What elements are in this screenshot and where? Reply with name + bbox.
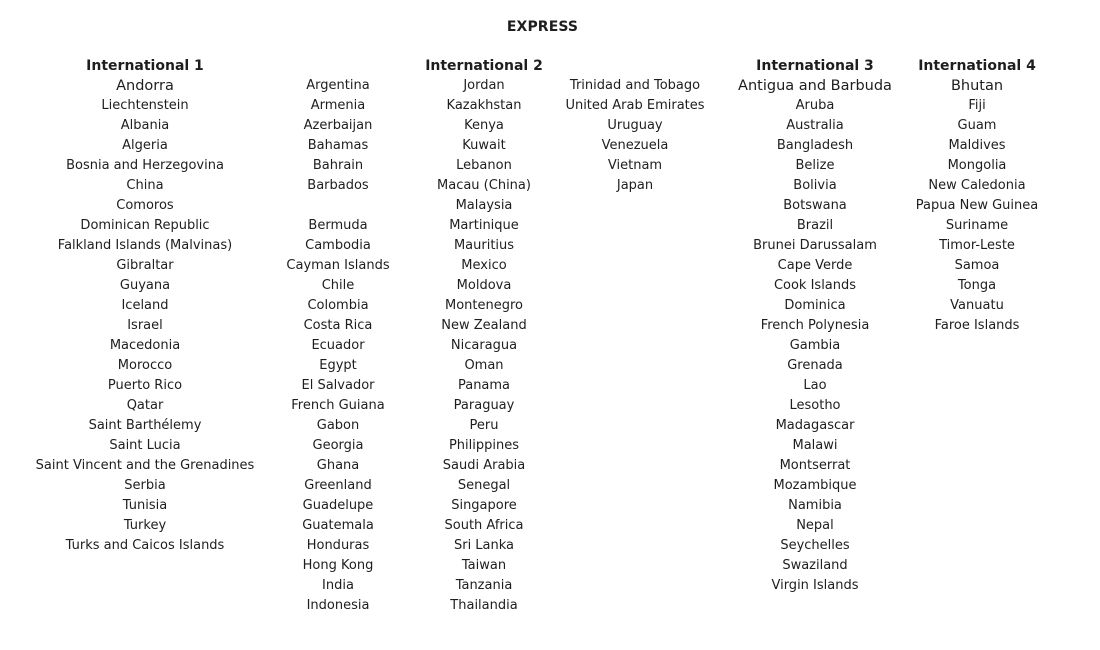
country-item: Montserrat xyxy=(779,458,851,473)
country-item: Panama xyxy=(457,378,511,393)
country-item: Papua New Guinea xyxy=(915,198,1039,213)
country-item: Morocco xyxy=(117,358,173,373)
country-item: Bahrain xyxy=(312,158,364,173)
country-item: Honduras xyxy=(306,538,370,553)
country-item: Serbia xyxy=(124,478,166,493)
country-item: Bolivia xyxy=(793,178,837,193)
country-item: Bhutan xyxy=(950,78,1004,94)
country-item: Australia xyxy=(786,118,844,133)
country-item: Liechtenstein xyxy=(101,98,189,113)
country-list xyxy=(425,76,543,616)
country-item: Ecuador xyxy=(311,338,365,353)
country-item: Guatemala xyxy=(302,518,374,533)
country-item: Tanzania xyxy=(455,578,513,593)
country-item: Moldova xyxy=(456,278,512,293)
country-item: Tonga xyxy=(957,278,997,293)
country-item: Malaysia xyxy=(455,198,513,213)
country-item: Georgia xyxy=(312,438,364,453)
country-item: Kuwait xyxy=(462,138,506,153)
country-item: Timor-Leste xyxy=(939,238,1015,253)
country-item: Nicaragua xyxy=(450,338,518,353)
country-item: Israel xyxy=(127,318,163,333)
country-item: Mozambique xyxy=(773,478,857,493)
country-item: New Zealand xyxy=(441,318,527,333)
country-item: Sri Lanka xyxy=(453,538,515,553)
column-international-2-continued xyxy=(565,56,704,196)
country-list xyxy=(565,76,704,196)
country-item: Indonesia xyxy=(306,598,370,613)
country-item: Turks and Caicos Islands xyxy=(65,538,225,553)
country-item: Puerto Rico xyxy=(107,378,183,393)
country-item: Iceland xyxy=(121,298,169,313)
country-item: Fiji xyxy=(968,98,986,113)
country-item: Guadelupe xyxy=(302,498,374,513)
country-item: Greenland xyxy=(304,478,372,493)
country-item: Cook Islands xyxy=(773,278,857,293)
country-item: Lesotho xyxy=(789,398,841,413)
country-item: Guyana xyxy=(119,278,171,293)
country-item: Vanuatu xyxy=(950,298,1004,313)
country-item: Montenegro xyxy=(444,298,523,313)
column-heading: International 2 xyxy=(425,58,543,74)
country-item: Antigua and Barbuda xyxy=(738,78,892,94)
country-item: Seychelles xyxy=(780,538,850,553)
country-item: Cayman Islands xyxy=(286,258,390,273)
country-item: Botswana xyxy=(783,198,847,213)
column-heading: International 3 xyxy=(756,58,874,74)
country-item: Costa Rica xyxy=(303,318,373,333)
country-item: Barbados xyxy=(307,178,369,193)
country-item: Vietnam xyxy=(607,158,663,173)
country-item: Falkland Islands (Malvinas) xyxy=(57,238,233,253)
country-item: Colombia xyxy=(307,298,369,313)
column-heading: International 1 xyxy=(86,58,204,74)
country-item: Philippines xyxy=(448,438,520,453)
country-item: Bahamas xyxy=(307,138,369,153)
country-item: Nepal xyxy=(796,518,834,533)
country-item: Gabon xyxy=(316,418,360,433)
country-item: Bosnia and Herzegovina xyxy=(66,158,224,173)
country-item: South Africa xyxy=(444,518,524,533)
country-item: United Arab Emirates xyxy=(565,98,705,113)
country-item: Singapore xyxy=(451,498,517,513)
country-item: Brunei Darussalam xyxy=(753,238,877,253)
country-item: Saudi Arabia xyxy=(442,458,526,473)
country-item: Andorra xyxy=(116,78,174,94)
country-item: India xyxy=(322,578,354,593)
column-international-4 xyxy=(916,56,1038,336)
country-list xyxy=(738,76,892,596)
column-international-1 xyxy=(36,56,255,556)
country-item: Belize xyxy=(795,158,835,173)
country-item: Cape Verde xyxy=(777,258,853,273)
country-item: Chile xyxy=(321,278,355,293)
country-item: Namibia xyxy=(788,498,842,513)
country-item: Mauritius xyxy=(453,238,515,253)
country-list xyxy=(916,76,1038,336)
country-item: Dominica xyxy=(784,298,846,313)
column-heading-spacer xyxy=(565,56,704,76)
country-item: Kenya xyxy=(464,118,504,133)
country-item: Trinidad and Tobago xyxy=(569,78,701,93)
country-item: Senegal xyxy=(457,478,511,493)
country-item: Egypt xyxy=(319,358,357,373)
country-item: Guam xyxy=(957,118,997,133)
country-item: Paraguay xyxy=(453,398,515,413)
country-item: Turkey xyxy=(123,518,167,533)
country-item: Bermuda xyxy=(308,218,368,233)
country-item: Venezuela xyxy=(601,138,669,153)
country-item: Taiwan xyxy=(461,558,507,573)
page-title: EXPRESS xyxy=(506,19,579,35)
country-item: Lao xyxy=(803,378,827,393)
country-item: Martinique xyxy=(449,218,519,233)
country-item: Suriname xyxy=(945,218,1009,233)
country-item: Uruguay xyxy=(607,118,663,133)
country-item: Qatar xyxy=(126,398,164,413)
country-item: Virgin Islands xyxy=(771,578,859,593)
country-item: Cambodia xyxy=(305,238,371,253)
country-item: Maldives xyxy=(948,138,1006,153)
country-item: Jordan xyxy=(463,78,505,93)
country-item: Argentina xyxy=(306,78,370,93)
country-item: Mongolia xyxy=(947,158,1007,173)
country-item: Hong Kong xyxy=(302,558,374,573)
country-item: Saint Vincent and the Grenadines xyxy=(35,458,255,473)
country-item: New Caledonia xyxy=(928,178,1026,193)
country-item: Mexico xyxy=(461,258,507,273)
list-gap xyxy=(286,196,389,216)
country-item: Gambia xyxy=(789,338,841,353)
country-item: Azerbaijan xyxy=(303,118,373,133)
country-item: Brazil xyxy=(796,218,834,233)
country-list xyxy=(36,76,255,556)
country-item: Macedonia xyxy=(109,338,181,353)
country-item: China xyxy=(126,178,164,193)
country-item: Algeria xyxy=(122,138,168,153)
country-item: Japan xyxy=(616,178,654,193)
column-international-2 xyxy=(425,56,543,616)
country-item: Madagascar xyxy=(775,418,855,433)
country-item: French Guiana xyxy=(291,398,385,413)
country-item: Comoros xyxy=(116,198,174,213)
country-item: Lebanon xyxy=(456,158,512,173)
country-item: Dominican Republic xyxy=(80,218,210,233)
country-item: Aruba xyxy=(795,98,835,113)
country-item: Macau (China) xyxy=(437,178,531,193)
column-heading: International 4 xyxy=(918,58,1036,74)
country-item: Peru xyxy=(469,418,499,433)
country-item: Saint Lucia xyxy=(109,438,181,453)
country-item: French Polynesia xyxy=(760,318,870,333)
column-heading-spacer xyxy=(286,56,389,76)
country-item: Kazakhstan xyxy=(446,98,522,113)
country-item: Samoa xyxy=(954,258,1000,273)
country-item: Albania xyxy=(120,118,170,133)
country-item: Ghana xyxy=(316,458,360,473)
country-item: Armenia xyxy=(310,98,366,113)
country-item: Gibraltar xyxy=(116,258,174,273)
country-item: Faroe Islands xyxy=(934,318,1020,333)
country-item: Oman xyxy=(464,358,504,373)
country-item: Swaziland xyxy=(782,558,848,573)
country-item: Grenada xyxy=(787,358,843,373)
country-item: Bangladesh xyxy=(776,138,854,153)
country-item: El Salvador xyxy=(301,378,375,393)
country-list xyxy=(286,76,389,616)
country-item: Thailandia xyxy=(450,598,518,613)
column-international-1-continued xyxy=(286,56,389,616)
country-item: Tunisia xyxy=(122,498,168,513)
column-international-3 xyxy=(738,56,892,596)
country-item: Saint Barthélemy xyxy=(88,418,202,433)
country-item: Malawi xyxy=(792,438,838,453)
